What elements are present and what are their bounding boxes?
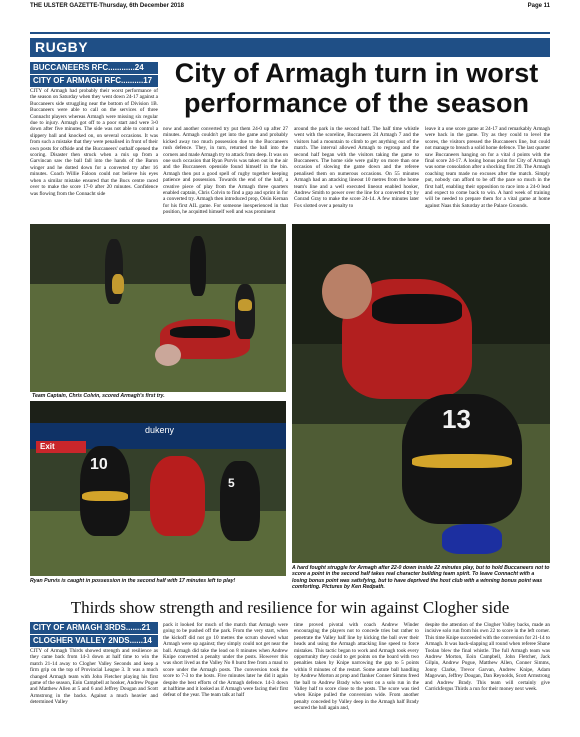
photo-big-action bbox=[292, 224, 550, 563]
masthead: THE ULSTER GAZETTE-Thursday, 6th December 2018 bbox=[30, 3, 184, 9]
top-rule bbox=[30, 32, 550, 34]
headline-line-1: City of Armagh turn in worst bbox=[174, 58, 539, 88]
top-col-2: now and another converted try put them 24-0 up after 27 minutes. Armagh couldn't get into the game and probably kicked away too much possession due to the Buccaneers rush defence. They, in turn, returned the ball into the corners and made Armagh try to attack from deep. It was on one such occasion that Ryan Purvis was taken out in the air and the Buccaneers openside found himself in the bin. Armagh then put a good spell of rugby together keeping patience and possession. Towards the end of the half, a creative piece of play from the Armagh three quarters enabled captain, Chris Colvin to find a gap and sprint in for a converted try. Armagh then introduced prop, Oisin Kernan for his first AIL game. For someone inexperienced in that position, he acquitted himself well and was prominent bbox=[163, 126, 288, 216]
second-headline: Thirds show strength and resilience for win against Clogher side bbox=[70, 598, 510, 617]
second-col-3: time proved pivotal with coach Andrew Winder encouraging the players not to concede tries but rather to penetrate the Valley half line by kicking the ball over their heads and using the Armagh attacking line speed to force mistakes. This tactic began to work and Armagh took every opportunity they could to get points on the board with two penalties taken by Knipe narrowing the gap to 5 points within 8 minutes of the restart. Some astute ball handling by Andrew Morton at prop and flanker Conner Simms freed the ball to Andrew Brady who went on a solo run in the Valley half to score close to the posts. The score was tied when Knipe pulled the conversion wide. From another penalty conceded by Valley deep in the Armagh half Brady secured the ball again and, bbox=[294, 622, 419, 712]
second-col-1: CITY of Armagh Thirds showed strength and resilience as they came back from 14-3 down at half time to win the match 21-14 away to Clogher Valley Seconds and keep a firm grip on the top of Provincial League 3. It was a much changed Armagh team with John Fletcher playing his first game of the season, Eoin Campbell at hooker, Andrew Pogue and Matthew Allen at 5 and 6 and Jeffrey Dougan and Scott Armstrong in the backs. Against a much heavier and determined Valley bbox=[30, 648, 158, 706]
section-label: RUGBY bbox=[35, 39, 89, 55]
second-score-line-2: CLOGHER VALLEY 2NDS......14 bbox=[30, 635, 158, 647]
page-number: Page 11 bbox=[527, 3, 550, 9]
photo-colvin bbox=[30, 224, 286, 392]
top-scores bbox=[30, 62, 158, 87]
second-score-line-1: CITY OF ARMAGH 3RDS.......21 bbox=[30, 622, 158, 634]
exit-sign: Exit bbox=[40, 442, 55, 451]
second-col-2: pack it looked for much of the match that Armagh were going to be pushed off the park. From the very start, when the kickoff did not go 10 metres the scrum showed what Armagh were up against; they simply could not get near the ball. Armagh did take the lead on 8 minutes when Andrew Knipe converted a penalty under the posts. However this was short lived as the Valley No 8 burst free from a maul to score under the Armagh posts. The conversion took the score to 7-3 to the hosts. Five minutes later he did it again despite the best efforts of the Armagh defence. 14-3 down at halftime and it looked as if Armagh were facing their first defeat of the year. The team talk at half bbox=[163, 622, 288, 699]
section-bar bbox=[30, 38, 550, 57]
top-col-3: around the park in the second half. The half time whistle went with the scoreline, Buccaneers 24 Armagh 7 and the visitors had a mountain to climb to get anything out of the match. The interval allowed Armagh to regroup and the second half began with the visitors taking the game to Buccaneers. The home side were guilty on more than one occasion of slowing the game down and the referee penalised them on numerous occasions. On 55 minutes Armagh had an attacking lineout 10 metres from the home team's line and a well executed lineout enabled hooker, Andrew Smith to power over the line for a converted try by Conrad Gray to make the score 24-14. A few minutes later Fox slotted over a penalty to bbox=[294, 126, 419, 209]
shirt-number-10: 10 bbox=[90, 456, 108, 473]
second-col-4: despite the attention of the Clogher Valley backs, made an incisive solo run from his own 22 to score in the left corner. This time Knipe succeeded with the conversion for 21-14 to Armagh. It was back-slapping all round when referee Shane Toolan blew the final whistle. The full Armagh team was Andrew Morton, Eoin Campbell, John Fletcher, Jack Gilpin, Andrew Pogue, Matthew Allen, Conner Simms, Jonny Clarke, Trevor Garvan, Andrew Knipe, Adam Magowan, Jeffrey Dougan, Dan Reynolds, Scott Armstrong and Andrew Brady. This team will certainly give Carrickfergus Thirds a run for their money next week. bbox=[425, 622, 550, 693]
headline-line-2: performance of the season bbox=[183, 88, 530, 118]
caption-colvin: Team Captain, Chris Colvin, scored Armagh's first try. bbox=[32, 393, 165, 399]
top-col-4: leave it a one score game at 24-17 and remarkably Armagh were back in the game. Try as they could to level the scores, the visitors pressed the Buccaneers line, but could not manage to breach a solid home defence. The last quarter saw Buccaneers hanging on for a vital 4 points with the final score 24-17. A losing bonus point for City of Armagh was some consolation after a shocking first 20. The Armagh coaching team made no excuses after the match. Simply put, nobody can afford to be off the pace so much in the first half, enabling their opposition to race into a 24-0 lead and expect to come back to win. A hard week of training will be needed to prepare them for a vital game at home against Naas this Saturday at the Palace Grounds. bbox=[425, 126, 550, 209]
shirt-number-5: 5 bbox=[228, 476, 235, 490]
top-headline bbox=[163, 58, 550, 118]
caption-big-action: A hard fought struggle for Armagh after 22-0 down inside 22 minutes play, but to hold Buccaneers not to score a point in the second half takes real character building team spirit. To leave Connacht with a losing bonus point was satisfying, but to have deprived the host club with a winning bonus point was comforting. Pictures by Ken Redpath. bbox=[292, 565, 550, 591]
top-col-1: CITY of Armagh had probably their worst performance of the season on Saturday when they went down 24-17 against a Buccaneers side struggling near the bottom of Division 1B. Buccaneers were able to call on the services of three Connacht players whereas Armagh were missing six regular due to injury. Armagh got off to a poor start and were 3-0 down after five minutes. The side was not able to control a slippery ball and knocked on, on several occasions. It was from such a mistake that they were penalised in front of their own posts for offside and the Buccaneers' outhalf opened the scoring. Disaster then struck when a mix up from a Garvincan saw the ball fall into the hands of the Baron winger and he dotted down for a converted try after 16 minutes. Coach Willie Faloon could not believe his eyes when a similar mistake ensured that the Bucs centre raced over to make the score 17-0 after 20 minutes. Confidence was flowing from the Connacht side bbox=[30, 88, 158, 197]
second-scores bbox=[30, 622, 158, 647]
shirt-number-13: 13 bbox=[442, 404, 471, 434]
caption-purvis: Ryan Purvis is caught in possession in the second half with 17 minutes left to play! bbox=[30, 578, 236, 584]
masthead-line bbox=[30, 3, 550, 9]
score-line-1: BUCCANEERS RFC............24 bbox=[30, 62, 158, 74]
score-line-2: CITY OF ARMAGH RFC..........17 bbox=[30, 75, 158, 87]
sponsor-board: dukeny bbox=[145, 425, 175, 435]
photo-purvis bbox=[30, 401, 286, 576]
